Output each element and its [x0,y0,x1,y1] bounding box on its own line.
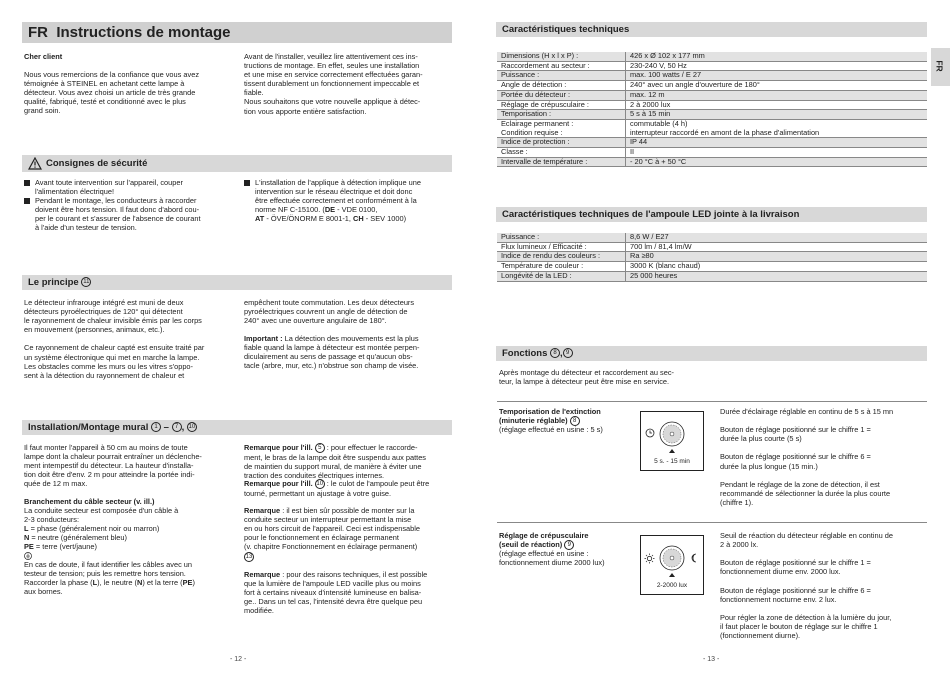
tempo-title-text: Temporisation de l'extinction (minuterie réglable) [499,407,601,426]
remark-3 [244,506,459,562]
spec-value: 426 x Ø 102 x 177 mm [626,52,928,61]
spec-label: Puissance : [497,71,626,81]
remark-text: : pour effectuer le raccorde- ment, le bras de la lampe doit être suspendu aux pattes de maintien du support mural, de manière à éviter une traction des conduites électriques internes. [244,443,427,481]
functions-title: Fonctions [502,348,548,359]
cable-text: La conduite secteur est composée d'un câble à 2-3 conducteurs: [24,506,179,525]
earth-icon [24,552,32,560]
functions-header: Fonctions 8 , 9 [496,346,927,361]
page-title-bar [22,22,452,43]
twilight-title [499,531,639,550]
country-ch: CH [353,214,364,224]
conductor-code: PE [182,578,193,588]
figure-ref-icon: 8 [550,348,560,358]
led-row [497,271,927,281]
tempo-description: Durée d'éclairage réglable en continu de 5 s à 15 mn Bouton de réglage positionné sur le chiffre 1 = durée la plus courte (5 s) Bouton de réglage positionné sur le chiffre 6 = durée la plus longue (15 min.) Pendant le réglage de la zone de détection, il est recommandé de sélectionner la durée la plus courte (chiffre 1). [720,407,894,507]
intro-right: Avant de l'installer, veuillez lire attentivement ces ins- tructions de montage. En effet, seules une installation et une mise en service correctement effectuées garan- tissent durablement un fonctionnement impeccable et fiable. Nous souhaitons que votre nouvelle applique à détec- tion vous apporte entière satisfaction. [244,52,423,116]
tech-row [497,157,927,167]
greeting: Cher client [24,52,63,61]
install-text-1: Il faut monter l'appareil à 50 cm au moins de toute lampe dont la chaleur pourrait entraîner un déclenche- ment intempestif du détecteur. La hauteur d'installa- tion doit être d'env. 2 m pour atteindre la portée indi- quée de 12 m max. [24,443,202,489]
led-row [497,262,927,272]
principle-header [22,275,452,290]
installation-header [22,420,452,435]
bullet-icon [24,180,30,186]
figure-ref-icon: 13 [245,553,253,560]
install-text: ), le neutre ( [97,578,137,588]
page-number-left: - 12 - [230,656,247,663]
tech-title: Caractéristiques techniques [502,24,630,35]
figure-ref-icon: 1 [151,422,161,432]
figure-ref-icon: 7 [172,422,182,432]
principle-right-1: empêchent toute commutation. Les deux détecteurs pyroélectriques couvrent un angle de détection de 240° avec une ouverture angulaire de 180°. [244,298,415,326]
conductor-desc: = neutre (généralement bleu) [29,533,127,542]
spec-value: - 20 °C à + 50 °C [626,157,928,167]
comma: , [181,422,187,433]
clock-icon [645,428,655,438]
intro-left: Nous vous remercions de la confiance que vous avez témoignée à STEINEL en achetant cette lampe à détecteur. Vous avez choisi un article de très grande qualité, fabriqué, testé et conditionné avec le plus grand soin. [24,70,200,116]
warning-icon [28,157,42,170]
range-dash: – [161,422,172,433]
conductor-earth [24,542,239,560]
tempo-factory: (réglage effectué en usine : 5 s) [499,425,603,434]
remark-label: Remarque pour l'ill. [244,443,315,452]
page-number-right: - 13 - [703,656,720,663]
spec-label: Température de couleur : [497,262,626,272]
important-text: La détection des mouvements est la plus fiable quand la lampe à détecteur est montée perpen- diculairement au sens de passage et qu'aucun obs- tacle (arbre, mur, etc.) n'obstrue son champ de visée. [244,334,420,371]
conductor-code: PE [24,542,34,551]
led-header [496,207,927,222]
tech-row [497,90,927,100]
divider [497,401,927,402]
spec-value: 8,6 W / E27 [626,233,928,242]
tech-row [497,100,927,110]
spec-value: 25 000 heures [626,271,928,281]
figure-ref-icon: 10 [188,424,196,431]
conductor-code: N [136,578,143,588]
moon-icon [691,553,700,563]
twilight-factory: (réglage effectué en usine : fonctionnement diurne 2000 lux) [499,549,605,568]
safety-title: Consignes de sécurité [46,158,148,169]
spec-label: Classe : [497,148,626,158]
spec-value: 2 à 2000 lux [630,99,671,109]
spec-value: max. 12 m [626,90,928,100]
page-title: Instructions de montage [56,24,231,41]
spec-value: 230-240 V, 50 Hz [630,60,687,70]
divider [497,522,927,523]
installation-title: Installation/Montage mural [28,422,149,433]
twilight-title-text: Réglage de crépusculaire (seuil de réaction) [499,531,589,550]
spec-value: 5 s à 15 min [626,110,928,120]
spec-label: Temporisation : [497,110,626,120]
time-dial [640,411,704,471]
spec-label: Indice de protection : [497,138,626,148]
remark-2 [244,479,459,498]
remark-label: Remarque pour l'ill. [244,479,315,488]
figure-ref-icon: 5 [315,443,325,453]
tech-table [497,52,927,167]
conductor-neutral [24,533,239,542]
figure-ref-icon: 11 [83,279,90,286]
spec-label: Flux lumineux / Efficacité : [497,242,626,252]
bullet-icon [244,180,250,186]
remark-text: : pour des raisons techniques, il est possible que la lumière de l'ampoule LED vacille plus ou moins fort à certains niveaux d'intensité lumineuse en balisa- ge.. Dans un tel cas, l'intensité devra être quelque peu modifiée. [244,570,428,616]
remark-1 [244,443,459,480]
lang-code: FR [28,24,48,41]
spec-label: Angle de détection : [497,81,626,91]
language-tab [931,48,950,86]
language-tab-label: FR [934,60,945,72]
country-de: DE [324,205,336,215]
safety-bullet-2: Pendant le montage, les conducteurs à raccorder doivent être hors tension. Il faut donc d'abord cou- per le courant et s'assurer de l'absence de courant à l'aide d'un testeur de tension. [35,196,201,233]
remark-text: : le culot de l'ampoule peut être tourné, permettant un ajustage à votre guise. [244,479,430,499]
spec-label: Eclairage permanent : Condition requise : [497,119,626,137]
figure-ref-icon: 8 [570,416,580,426]
spec-value: II [630,147,635,157]
spec-label: Portée du détecteur : [497,90,626,100]
conductor-desc: = phase (généralement noir ou marron) [28,524,160,533]
principle-title: Le principe [28,277,79,288]
conductor-phase [24,524,239,533]
tech-row [497,81,927,91]
remark-label: Remarque [244,570,281,579]
install-text: En cas de doute, il faut identifier les câbles avec un testeur de tension; puis les remettre hors tension. Raccorder la phase ( [24,560,193,588]
spec-value: commutable (4 h) interrupteur raccordé en amont de la phase d'alimentation [630,118,820,137]
tech-header [496,22,927,37]
safety-bullet-1: Avant toute intervention sur l'appareil, couper l'alimentation électrique! [35,178,183,197]
safety-bullet-3 [255,178,455,223]
country-at: AT [255,214,265,224]
principle-right-2 [244,334,459,370]
twilight-description: Seuil de réaction du détecteur réglable en continu de 2 à 2000 lx. Bouton de réglage positionné sur le chiffre 1 = fonctionnement diurne env. 2000 lux. Bouton de réglage positionné sur le chiffre 6 = fonctionnement nocturne env. 2 lux. Pour régler la zone de détection à la lumière du jour, il faut placer le bouton de réglage sur le chiffre 1 (fonctionnement diurne). [720,531,893,641]
spec-label: Réglage de crépusculaire : [497,100,626,110]
tech-row [497,148,927,158]
safety-header [22,155,452,172]
principle-left: Le détecteur infrarouge intégré est muni de deux détecteurs pyroélectriques de 120° qui détectent le rayonnement de chaleur invisible émis par les corps en mouvement (personnes, animaux, etc.). Ce rayonnement de chaleur capté est ensuite traité par un système électronique qui met en marche la lampe. Les obstacles comme les murs ou les vitres s'oppo- sent à la détection du rayonnement de chaleur et [24,298,205,380]
led-table [497,233,927,282]
twilight-dial [640,535,704,595]
remark-4 [244,570,459,615]
safety-b3-text: - ÖVE/ÖNORM E 8001-1, [264,214,354,224]
conductor-code: N [24,533,30,542]
conductor-desc: = terre (vert/jaune) [33,542,97,551]
twilight-dial-label: 2-2000 lux [656,582,688,589]
functions-intro: Après montage du détecteur et raccordement au sec- teur, la lampe à détecteur peut être mise en service. [499,368,675,387]
conductor-code: L [92,578,98,588]
tech-row [497,52,927,61]
tech-row [497,61,927,71]
bullet-icon [24,198,30,204]
cable-title: Branchement du câble secteur (v. ill.) [24,497,155,506]
install-text: ) et la terre ( [142,578,183,588]
figure-ref-icon: 9 [563,348,573,358]
led-title: Caractéristiques techniques de l'ampoule LED jointe à la livraison [502,209,800,220]
install-text-3 [24,560,239,596]
spec-label: Raccordement au secteur : [497,61,626,71]
safety-b3-text: - VDE 0100, [335,205,378,215]
tech-row [497,119,927,137]
spec-label: Longévité de la LED : [497,271,626,281]
spec-value: 240° avec un angle d'ouverture de 180° [630,80,760,90]
install-text: ) aux bornes. [24,578,195,597]
sun-icon [644,553,655,564]
tech-row [497,138,927,148]
spec-value: Ra ≥80 [626,252,928,262]
remark-text: : il est bien sûr possible de monter sur la conduite secteur un interrupteur permettant la mise en ou hors circuit de l'appareil. Ceci est indispensable pour le fonctionnement en éclairage permanent (v. chapitre Fonctionnement en éclairage permanent) [244,506,421,552]
spec-label: Indice de rendu des couleurs : [497,252,626,262]
spec-label: Intervalle de température : [497,157,626,167]
remark-label: Remarque [244,506,281,515]
led-row [497,233,927,242]
conductor-code: L [24,524,29,533]
spec-label: Dimensions (H x l x P) : [497,52,626,61]
figure-ref-icon: 10 [316,481,324,488]
time-dial-label: 5 s. - 15 min [654,458,690,465]
safety-b3-text: - SEV 1000) [363,214,407,224]
tech-row [497,110,927,120]
important-label: Important : [244,334,285,343]
tempo-title [499,407,639,426]
spec-value: IP 44 [626,138,928,148]
safety-b3-text: L'installation de l'applique à détection implique une intervention sur le réseau électrique et doit donc être effectuée correctement et conformément à la norme NF C-15100. ( [255,178,421,215]
figure-ref-icon: 9 [564,540,574,550]
spec-label: Puissance : [497,233,626,242]
spec-value: 700 lm / 81,4 lm/W [630,241,692,251]
spec-value: max. 100 watts / E 27 [626,71,928,81]
spec-value: 3000 K (blanc chaud) [630,261,701,271]
